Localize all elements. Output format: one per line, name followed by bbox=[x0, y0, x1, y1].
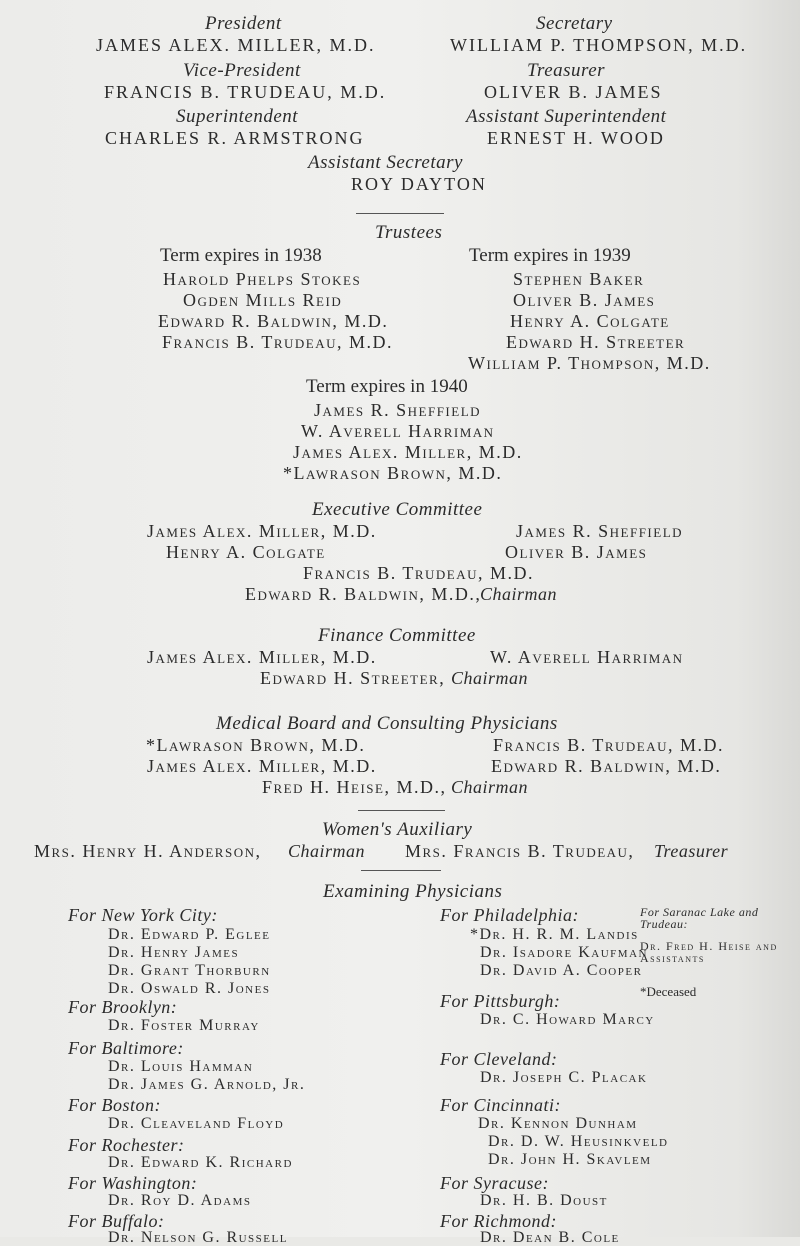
auxiliary-heading: Women's Auxiliary bbox=[322, 819, 473, 840]
physician-name: Dr. Dean B. Cole bbox=[480, 1229, 620, 1246]
medical-heading: Medical Board and Consulting Physicians bbox=[216, 713, 558, 734]
physician-name: Dr. John H. Skavlem bbox=[488, 1151, 652, 1168]
medical-member: *Lawrason Brown, M.D. bbox=[146, 735, 366, 755]
footnote: *Deceased bbox=[640, 984, 697, 999]
trustee-name: James Alex. Miller, M.D. bbox=[293, 442, 523, 462]
vice-president-title: Vice-President bbox=[183, 60, 301, 81]
physician-name: Dr. Oswald R. Jones bbox=[108, 980, 271, 997]
auxiliary-treasurer-name: Mrs. Francis B. Trudeau, bbox=[405, 841, 635, 861]
city-label: For Cincinnati: bbox=[440, 1095, 561, 1115]
trustee-name: James R. Sheffield bbox=[314, 400, 482, 420]
trustee-name: Henry A. Colgate bbox=[510, 311, 670, 331]
asst-superintendent-title: Assistant Superintendent bbox=[466, 106, 667, 127]
term-1938-heading: Term expires in 1938 bbox=[160, 245, 322, 266]
trustee-name: Stephen Baker bbox=[513, 269, 645, 289]
secretary-title: Secretary bbox=[536, 13, 613, 34]
executive-member: Oliver B. James bbox=[505, 542, 648, 562]
executive-heading: Executive Committee bbox=[312, 499, 483, 520]
trustee-name: Oliver B. James bbox=[513, 290, 656, 310]
trustee-name: Francis B. Trudeau, M.D. bbox=[162, 332, 394, 352]
executive-chair-role: Chairman bbox=[480, 584, 558, 604]
asst-secretary-title: Assistant Secretary bbox=[308, 152, 463, 173]
term-1939-heading: Term expires in 1939 bbox=[469, 245, 631, 266]
physician-name: Dr. Henry James bbox=[108, 944, 240, 961]
physician-name: Dr. Cleaveland Floyd bbox=[108, 1115, 285, 1132]
trustee-name: Ogden Mills Reid bbox=[183, 290, 343, 310]
physician-name: Dr. Isadore Kaufman bbox=[480, 944, 648, 961]
city-label: For New York City: bbox=[68, 905, 218, 925]
divider bbox=[358, 810, 445, 811]
trustee-name: Harold Phelps Stokes bbox=[163, 269, 362, 289]
city-label: For Rochester: bbox=[68, 1135, 185, 1155]
physician-name: *Dr. H. R. M. Landis bbox=[470, 926, 639, 943]
physician-name: Dr. D. W. Heusinkveld bbox=[488, 1133, 669, 1150]
physician-name: Dr. H. B. Doust bbox=[480, 1192, 608, 1209]
city-label: For Brooklyn: bbox=[68, 997, 178, 1017]
physician-name: Dr. Edward K. Richard bbox=[108, 1154, 293, 1171]
trustee-name: William P. Thompson, M.D. bbox=[468, 353, 711, 373]
medical-member: Edward R. Baldwin, M.D. bbox=[491, 756, 722, 776]
medical-member: Francis B. Trudeau, M.D. bbox=[493, 735, 725, 755]
trustees-heading: Trustees bbox=[375, 222, 443, 243]
executive-member: James Alex. Miller, M.D. bbox=[147, 521, 377, 541]
president-title: President bbox=[205, 13, 282, 34]
physician-name: Dr. James G. Arnold, Jr. bbox=[108, 1076, 306, 1093]
city-label: For Boston: bbox=[68, 1095, 161, 1115]
asst-superintendent-name: ERNEST H. WOOD bbox=[487, 128, 665, 148]
executive-member: Henry A. Colgate bbox=[166, 542, 326, 562]
physician-name: Dr. C. Howard Marcy bbox=[480, 1011, 655, 1028]
saranac-label: For Saranac Lake and Trudeau: bbox=[640, 905, 759, 931]
examining-heading: Examining Physicians bbox=[323, 881, 503, 902]
physician-name: Dr. Edward P. Eglee bbox=[108, 926, 271, 943]
medical-member: James Alex. Miller, M.D. bbox=[147, 756, 377, 776]
trustee-name: Edward R. Baldwin, M.D. bbox=[158, 311, 389, 331]
physician-name: Dr. David A. Cooper bbox=[480, 962, 643, 979]
city-label: For Washington: bbox=[68, 1173, 198, 1193]
treasurer-name: OLIVER B. JAMES bbox=[484, 82, 663, 102]
divider bbox=[361, 870, 441, 871]
vice-president-name: FRANCIS B. TRUDEAU, M.D. bbox=[104, 82, 387, 102]
finance-member: James Alex. Miller, M.D. bbox=[147, 647, 377, 667]
treasurer-title: Treasurer bbox=[527, 60, 606, 81]
trustee-name: W. Averell Harriman bbox=[301, 421, 495, 441]
executive-chair-name: Edward R. Baldwin, M.D., bbox=[245, 584, 482, 604]
city-label: For Baltimore: bbox=[68, 1038, 184, 1058]
physician-name: Dr. Nelson G. Russell bbox=[108, 1229, 288, 1246]
executive-member: Francis B. Trudeau, M.D. bbox=[303, 563, 535, 583]
physician-name: Dr. Grant Thorburn bbox=[108, 962, 271, 979]
term-1940-heading: Term expires in 1940 bbox=[306, 376, 468, 397]
city-label: For Pittsburgh: bbox=[440, 991, 561, 1011]
physician-name: Dr. Louis Hamman bbox=[108, 1058, 254, 1075]
city-label: For Syracuse: bbox=[440, 1173, 549, 1193]
medical-chair-role: Chairman bbox=[451, 777, 529, 797]
auxiliary-chair-name: Mrs. Henry H. Anderson, bbox=[34, 841, 262, 861]
superintendent-name: CHARLES R. ARMSTRONG bbox=[105, 128, 365, 148]
physician-name: Dr. Kennon Dunham bbox=[478, 1115, 638, 1132]
president-name: JAMES ALEX. MILLER, M.D. bbox=[96, 35, 376, 55]
asst-secretary-name: ROY DAYTON bbox=[351, 174, 487, 194]
secretary-name: WILLIAM P. THOMPSON, M.D. bbox=[450, 35, 748, 55]
finance-heading: Finance Committee bbox=[318, 625, 476, 646]
trustee-name: Edward H. Streeter bbox=[506, 332, 686, 352]
physician-name: Dr. Foster Murray bbox=[108, 1017, 260, 1034]
divider bbox=[356, 213, 444, 214]
saranac-physicians: Dr. Fred H. Heise and Assistants bbox=[640, 939, 778, 965]
superintendent-title: Superintendent bbox=[176, 106, 299, 127]
physician-name: Dr. Roy D. Adams bbox=[108, 1192, 252, 1209]
executive-member: James R. Sheffield bbox=[516, 521, 684, 541]
city-label: For Philadelphia: bbox=[440, 905, 579, 925]
finance-member: W. Averell Harriman bbox=[490, 647, 684, 667]
physician-name: Dr. Joseph C. Placak bbox=[480, 1069, 648, 1086]
city-label: For Cleveland: bbox=[440, 1049, 558, 1069]
finance-chair-name: Edward H. Streeter, bbox=[260, 668, 446, 688]
city-label: For Buffalo: bbox=[68, 1211, 165, 1231]
trustee-name: *Lawrason Brown, M.D. bbox=[283, 463, 503, 483]
auxiliary-chair-role: Chairman bbox=[288, 841, 366, 861]
finance-chair-role: Chairman bbox=[451, 668, 529, 688]
auxiliary-treasurer-role: Treasurer bbox=[654, 841, 729, 861]
city-label: For Richmond: bbox=[440, 1211, 557, 1231]
medical-chair-name: Fred H. Heise, M.D., bbox=[262, 777, 447, 797]
